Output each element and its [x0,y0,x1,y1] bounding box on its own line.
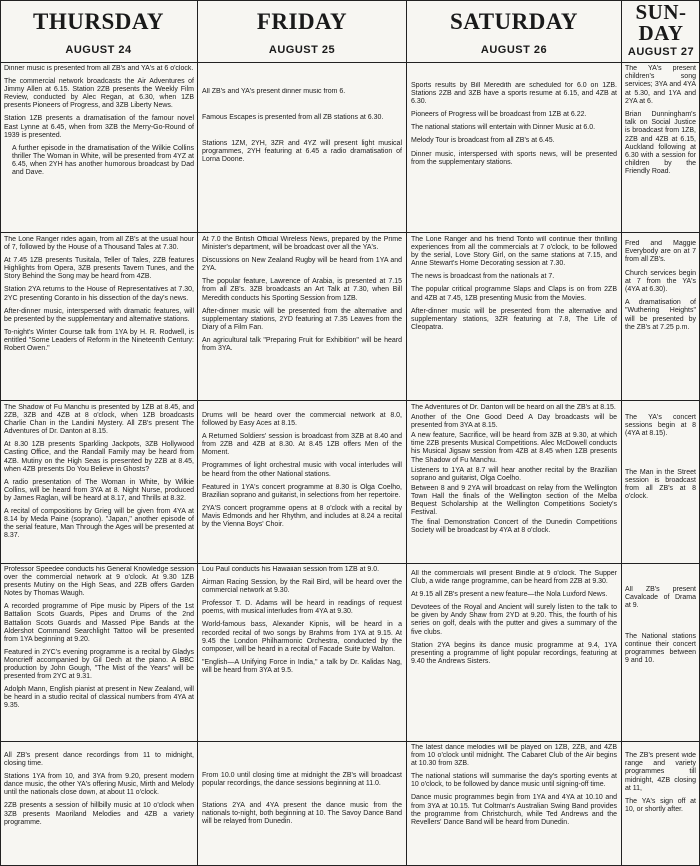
programme-note: Station 2YA begins its dance music programme at 9.4, 1YA presenting a programme of light popular recordings, featuring at 9.40 the Andrews Sisters. [411,641,617,665]
programme-note: Station 1ZB presents a dramatisation of the famour novel East Lynne at 6.45, when from 3ZB the Merry-Go-Round of 1939 is presented. [4,115,194,139]
programme-note: Drums will be heard over the commercial network at 8.0, followed by Easy Aces at 8.15. [202,412,402,428]
programme-note: Programmes of light orchestral music with vocal interludes will be heard from the other National stations. [202,462,402,478]
programme-note: The latest dance melodies will be played on 1ZB, 2ZB, and 4ZB from 10 o'clock until midnight. The Cabaret Club of the Air begins at 10.30 from 3ZB. [411,744,617,768]
programme-note: The YA's sign off at 10, or shortly after. [625,798,696,814]
programme-note: A radio presentation of The Woman in White, by Wilkie Collins, will be heard from 3YA at 8. Night Nurse, produced by James Raglan, will be heard at 8.17, and Thrills at 8.32. [4,478,194,502]
day-date: AUGUST 27 [627,46,695,58]
header-saturday [407,0,621,62]
programme-note: A dramatisation of "Wuthering Heights" will be presented by the ZB's at 7.25 p.m. [625,299,696,331]
programme-note: The YA's present children's song services; 3YA and 4YA at 5.30, and 1YA and 2YA at 6. [625,65,696,105]
programme-note: 2YA'S concert programme opens at 8 o'clock with a recital by Mavis Edmonds and her Rhythm, and includes at 8.24 a recital by the Vienna Boys' Choir. [202,504,402,529]
programme-note: The Shadow of Fu Manchu is presented by 1ZB at 8.45, and 2ZB, 3ZB and 4ZB at 8 o'clock, when 1ZB broadcasts Charlie Chan in the Landini Mystery. All ZB's present The Adventures of Dr. Danton at 8.15. [4,404,194,436]
programme-note: Pioneers of Progress will be broadcast from 1ZB at 6.22. [411,111,587,119]
day-title: SATURDAY [450,9,578,34]
day-title: SUN- DAY [635,0,687,45]
column-friday [202,62,402,866]
programme-note: At 8.30 1ZB presents Sparkling Jackpots, 3ZB Hollywood Casting Office, and the Randall Family may be heard from 4ZB. Mutiny on the High Seas is presented by 2ZB at 8.45, when 4ZB presents Do You Believe in Ghosts? [4,441,194,473]
day-date: AUGUST 26 [480,44,548,56]
day-date: AUGUST 25 [268,44,336,56]
day-date: AUGUST 24 [65,44,132,56]
programme-note: A Returned Soldiers' session is broadcast from 3ZB at 8.40 and from 2ZB and 4ZB at 8.30. At 8.45 1ZB offers Men of the Moment. [202,433,402,457]
programme-note: Lou Paul conducts his Hawaiian session from 1ZB at 9.0. [202,566,380,573]
programme-note: The National stations continue their concert programmes between 9 and 10. [625,632,696,665]
programme-note: Featured in 2YC's evening programme is a recital by Gladys Moncrieff accompanied by Gil Dech at the piano. A BBC production by John Gough, "The Mist of the Years" will be presented from 2YC at 9.31. [4,648,194,681]
programme-note: A recorded programme of Pipe music by Pipers of the 1st Battalion Scots Guards, Pipes and Drums of the 2nd Battalion Scots Guards and Massed Pipe Bands at the Aldershot Command Searchlight Tattoo will be presented from 1YA beginning at 9.20. [4,603,194,643]
slot-7pm [411,236,617,398]
programme-note: The YA's concert sessions begin at 8 (4YA at 8.15). [625,414,696,438]
programme-note: The national stations will summarise the day's sporting events at 10 o'clock, to be followed by dance music until signing-off time. [411,773,617,789]
column-sunday [625,62,696,866]
slot-10pm [411,744,617,864]
programme-note: To-night's Winter Course talk from 1YA by H. R. Rodwell, is entitled "Some Leaders of Reform in the Nineteenth Century: Robert Owen." [4,328,194,353]
programme-note: Melody Tour is broadcast from all ZB's at 6.45. [411,137,555,145]
programme-note: After-dinner music will be presented from the alternative and supplementary stations, 2YD featuring at 7.35 Leaves from the Diary of a Film Fan. [202,307,402,331]
slot-10pm [4,744,194,864]
programme-note: The Lone Ranger rides again, from all ZB's at the usual hour of 7, followed by the House of a Thousand Tales at 7.30. [4,236,194,252]
programme-note: All ZB's present dance recordings from 11 to midnight, closing time. [4,752,194,768]
programme-note: The news is broadcast from the nationals at 7. [411,273,555,281]
programme-note: All the commercials will present Bindle at 9 o'clock. The Supper Club, a wide range programme, can be heard from 2ZB at 9.30. [411,570,617,586]
divider [0,563,700,564]
programme-note: World-famous bass, Alexander Kipnis, will be heard in a recorded recital of two songs by Brahms from 1YA at 9.15. At 9.45 the London Philharmonic Orchestra, conducted by the composer, will be heard in a recital of Facade Suite by Walton. [202,621,402,653]
programme-note: Fred and Maggie Everybody are on at 7 from all ZB's. [625,240,696,264]
programme-note: Between 8 and 9 2YA will broadcast on relay from the Wellington Town Hall the finals of the Wellington section of the Melba Bequest Scholarship at the Wellington Competitions Society's Festival. [411,484,617,517]
slot-9pm [411,570,617,738]
programme-note: Stations 1ZM, 2YH, 3ZR and 4YZ will present light musical programmes, 2YH featuring at 6.45 a radio dramatisation of Lorna Doone. [202,140,402,164]
slot-9pm [625,586,696,738]
header-sunday [622,0,700,62]
programme-note: Devotees of the Royal and Ancient will surely listen to the talk to be given by Andy Shaw from 2YD at 9.20. This, the fourth of his series on golf, deals with the putter and gives a summary of the five clubs. [411,604,617,636]
header-friday [198,0,406,62]
slot-7pm [202,236,402,398]
programme-note: A recital of compositions by Grieg will be given from 4YA at 8.14 by Meda Paine (soprano). "Japan," another episode of the serial feature, Man Through the Ages will be presented at 8.37. [4,508,194,540]
slot-6pm [202,88,402,228]
divider [0,62,700,63]
divider [406,0,407,866]
programme-note: The Lone Ranger and his friend Tonto will continue their thrilling experiences from all the commercials at 7 o'clock, to be followed by the serial, Love Story Girl, on the same stations at 7.15, and Anne Stewart's Home Decorating session at 7.30. [411,236,617,268]
programme-note: From 10.0 until closing time at midnight the ZB's will broadcast popular recordings, the dance sessions beginning at 11.0. [202,772,402,788]
header-thursday [0,0,197,62]
programme-note: Adolph Mann, English pianist at present in New Zealand, will be heard in a studio recital of classical numbers from 4YA at 9.35. [4,686,194,710]
slot-6pm [411,82,617,228]
programme-note: Stations 2YA and 4YA present the dance music from the nationals to-night, both beginning at 10. The Savoy Dance Band will be relayed from Dunedin. [202,802,402,826]
programme-note: The Adventures of Dr. Danton will be heard on all the ZB's at 8.15. [411,404,616,411]
programme-note: All ZB's present Cavalcade of Drama at 9. [625,586,696,610]
divider [0,741,700,742]
slot-8pm [202,412,402,562]
day-title: THURSDAY [33,9,164,34]
programme-note: Sports results by Bill Meredith are scheduled for 6.0 on 1ZB. Stations 2ZB and 3ZB have a sports resume at 6.15, and 4ZB at 6.30. [411,82,617,106]
slot-6pm [625,65,696,229]
divider [197,0,198,866]
slot-7pm [625,240,696,398]
programme-note: Another of the One Good Deed A Day broadcasts will be presented from 3YA at 8.15. [411,414,617,430]
slot-10pm [625,752,696,864]
divider [0,232,700,233]
programme-note: Station 2YA returns to the House of Representatives at 7.30, 2YC presenting Coranto in his dissection of the day's news. [4,286,194,302]
divider [621,0,622,866]
slot-6pm [4,65,194,229]
programme-note: Dance music programmes begin from 1YA and 4YA at 10.10 and from 3YA at 10.15. Tut Coltman's Australian Swing Band provides the programme from Christchurch, while Ted Andrews and the Revellers' Dance Band will be heard from Dunedin. [411,794,617,826]
programme-note: The popular critical programme Slaps and Claps is on from 2ZB and 4ZB at 7.45, 1ZB presenting Music from the Movies. [411,286,617,302]
day-title: FRIDAY [256,9,348,34]
programme-note: The commercial network broadcasts the Air Adventures of Jimmy Allen at 6.15. Station 2ZB presents the Weekly Film Review, conducted by Alec Regan, at 6.30, when 1ZB presents Pioneers of Progress, and 3ZB Liberty News. [4,78,194,110]
programme-note: At 7.0 the British Official Wireless News, prepared by the Prime Minister's department, will be broadcast over all the YA's. [202,236,402,252]
slot-9pm [4,566,194,738]
programme-note: Featured in 1YA's concert programme at 8.30 is Olga Coelho, Brazilian soprano and guitarist, in selections from her repertoire. [202,483,402,499]
programme-note: An agricultural talk "Preparing Fruit for Exhibition" will be heard from 3YA. [202,336,402,353]
programme-note: The ZB's present wide range and variety programmes till midnight, 4ZB closing at 11, [625,752,696,792]
programme-note: Famous Escapes is presented from all ZB stations at 6.30. [202,114,384,122]
programme-note: After-dinner music, interspersed with dramatic features, will be presented by the supplementary and alternative stations. [4,307,194,323]
slot-8pm [4,404,194,560]
slot-8pm [625,414,696,560]
programme-note: The national stations will entertain with Dinner Music at 6.0. [411,124,596,132]
divider [0,400,700,401]
programme-note: A new feature, Sacrifice, will be heard from 3ZB at 9.30, at which time 2ZB presents Musical Competitions. Alec McDowell conducts his Musical Jigsaw session from 4ZB at 8.45 when 1ZB presents The Shadow of Fu Manchu. [411,432,617,464]
programme-note: 2ZB presents a session of hillbilly music at 10 o'clock when 3ZB presents Maoriland Melodies and 4ZB a variety programme. [4,802,194,826]
slot-9pm [202,566,402,738]
programme-note: Professor T. D. Adams will be heard in readings of request poems, with musical interludes from 4YA at 9.30. [202,600,402,616]
programme-note: Airman Racing Session, by the Rail Bird, will be heard over the commercial network at 9.30. [202,579,402,595]
slot-10pm [202,744,402,864]
column-saturday [411,62,617,866]
programme-note: "English—A Unifying Force in India," a talk by Dr. Kalidas Nag, will be heard from 3YA at 9.5. [202,658,402,674]
programme-note: The final Demonstration Concert of the Dunedin Competitions Society will be broadcast by 4YA at 8 o'clock. [411,519,617,535]
programme-note: At 7.45 1ZB presents Tusitala, Teller of Tales, 2ZB features Highlights from Opera, 3ZB presents Tavern Tunes, and the Story Behind the Song may be heard from 4ZB. [4,257,194,281]
programme-note: The popular feature, Lawrence of Arabia, is presented at 7.15 from all ZB's. 3ZB broadcasts an Art Talk at 7.30, when Bill Meredith conducts his Sporting Session from 1ZB. [202,278,402,302]
programme-note: The Man in the Street session is broadcast from all ZB's at 8 o'clock. [625,468,696,501]
programme-note: Discussions on New Zealand Rugby will be heard from 1YA and 2YA. [202,257,402,273]
programme-note: Listeners to 1YA at 8.7 will hear another recital by the Brazilian soprano and guitarist, Olga Coelho. [411,466,617,482]
slot-8pm [411,404,617,560]
column-thursday [4,62,194,866]
programme-note: Dinner music, interspersed with sports news, will be presented from the supplementary stations. [411,150,617,166]
programme-note: Professor Speedee conducts his General Knowledge session over the commercial network at 9 o'clock. At 9.30 1ZB presents Mutiny on the High Seas, and 2ZB offers Garden Notes by Thomas Waugh. [4,566,194,598]
programme-note: Brian Dunningham's talk on Social Justice is broadcast from 1ZB, 2ZB and 4ZB at 6.15, Auckland following at 6.30 with a session for children by the Friendly Road. [625,111,696,176]
programme-note: All ZB's and YA's present dinner music from 6. [202,88,346,95]
programme-note: A further episode in the dramatisation of the Wilkie Collins thriller The Woman in White, will be presented from 4YZ at 6.45, when 2YH has another humorous broadcast by Dad and Dave. [12,144,194,177]
programme-note: At 9.15 all ZB's present a new feature—the Nola Luxford News. [411,591,608,599]
programme-note: Church services begin at 7 from the YA's (4YA at 6.30). [625,269,696,294]
programme-note: Dinner music is presented from all ZB's and YA's at 6 o'clock. [4,65,194,72]
programme-note: Stations 1YA from 10, and 3YA from 9.20, present modern dance music, the other YA's offering Music, Mirth and Melody until the nationals close down, at about 11 o'clock. [4,773,194,797]
programme-note: After-dinner music will be presented from the alternative and supplementary stations, 3ZR featuring at 7.8, The Life of Cleopatra. [411,307,617,331]
slot-7pm [4,236,194,398]
